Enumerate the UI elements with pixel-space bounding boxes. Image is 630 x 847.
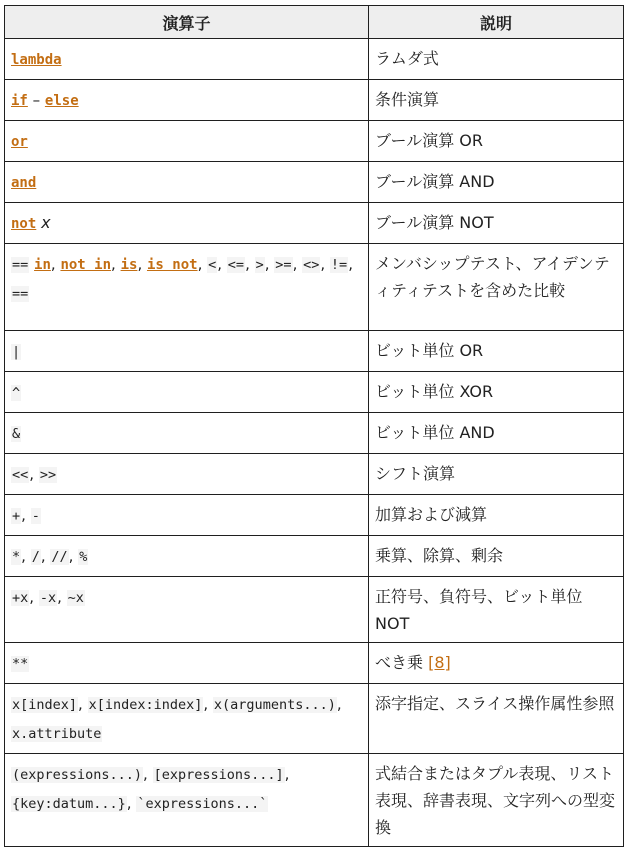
separator: , [203,695,213,713]
operator-cell [5,331,369,372]
operator-code: -x [39,590,57,606]
keyword-link[interactable]: or [11,134,28,150]
description-text: ラムダ式 [375,49,439,68]
operator-code: (expressions...) [12,767,143,783]
separator: , [78,695,88,713]
operator-cell [5,754,369,847]
operator-cell [5,372,369,413]
keyword-link[interactable]: not in [60,257,112,273]
operator-cell [5,121,369,162]
separator: , [217,255,227,273]
separator: , [21,547,31,565]
separator: , [50,255,61,273]
table-row [5,536,624,577]
operator-cell [5,536,369,577]
table-row [5,244,624,331]
table-row [5,372,624,413]
table-row [5,39,624,80]
keyword-link[interactable]: lambda [11,52,62,68]
header-operator: 演算子 [5,6,369,39]
operator-code: | [12,344,21,360]
table-row [5,80,624,121]
operator-precedence-table [4,5,624,847]
separator: , [29,465,39,483]
description-cell [369,413,624,454]
operator-cell [5,80,369,121]
separator: , [40,547,51,565]
operator-code: // [51,549,68,565]
operator-code: + [12,508,21,524]
operator-code: < [208,257,217,273]
table-row [5,643,624,684]
description-cell [369,372,624,413]
table-row [5,121,624,162]
footnote-link[interactable]: [8] [428,653,451,672]
separator: , [348,255,353,273]
separator: – [27,91,45,109]
separator: , [57,588,67,606]
description-cell [369,331,624,372]
description-cell [369,643,624,684]
operator-code: <> [303,257,320,273]
description-text: 加算および減算 [375,505,488,524]
description-text: ブール演算 OR [375,131,483,150]
operator-code: ^ [12,385,21,401]
description-cell [369,80,624,121]
separator: , [143,765,153,783]
separator: , [111,255,121,273]
keyword-link[interactable]: is [120,257,138,273]
separator: , [197,255,208,273]
description-text: 正符号、負符号、ビット単位 NOT [375,587,583,633]
header-row [5,6,624,39]
description-text: 乗算、除算、剰余 [375,546,504,565]
separator: , [245,255,255,273]
description-cell [369,121,624,162]
description-text: ブール演算 AND [375,172,495,191]
description-text: ビット単位 AND [375,423,495,442]
separator: , [68,547,79,565]
keyword-link[interactable]: in [34,257,51,273]
separator: , [320,255,330,273]
separator: , [264,255,275,273]
table-row [5,331,624,372]
description-cell [369,536,624,577]
keyword-link[interactable]: not [11,216,37,232]
description-cell [369,754,624,847]
keyword-link[interactable]: is not [146,257,198,273]
table-row [5,577,624,643]
keyword-link[interactable]: else [44,93,79,109]
operator-cell [5,39,369,80]
description-text: 条件演算 [375,90,440,109]
operator-code: <= [227,257,245,273]
separator: , [284,765,290,783]
description-text: シフト演算 [375,464,456,483]
operator-code: `expressions...` [137,796,268,812]
table-row [5,203,624,244]
operator-code: % [79,549,88,565]
operator-cell [5,684,369,754]
table-row [5,413,624,454]
operator-code: ~x [67,590,84,606]
description-cell [369,203,624,244]
separator: , [292,255,303,273]
header-description: 説明 [369,6,624,39]
operator-cell [5,577,369,643]
operator-code: > [255,257,264,273]
operator-cell [5,203,369,244]
description-cell [369,244,624,331]
operator-code: x[index:index] [88,697,203,713]
operator-code: * [12,549,21,565]
operator-code: << [12,467,29,483]
description-text: ビット単位 OR [375,341,484,360]
separator: , [29,588,39,606]
operator-code: >= [275,257,292,273]
description-text: 式結合またはタプル表現、リスト表現、辞書表現、文字列への型変換 [375,764,616,837]
operator-cell [5,162,369,203]
separator: , [137,255,147,273]
operator-code: != [330,257,348,273]
operator-code: - [31,508,40,524]
description-text: ビット単位 XOR [375,382,494,401]
operator-code: x[index] [12,697,78,713]
description-cell [369,577,624,643]
table-row [5,754,624,847]
separator: , [336,695,342,713]
operator-code: / [31,549,40,565]
operator-cell [5,244,369,331]
description-cell [369,454,624,495]
operator-code: ** [12,656,29,672]
operator-code: x.attribute [12,726,102,742]
description-text: 添字指定、スライス操作属性参照 [375,694,615,713]
operator-code: +x [12,590,29,606]
operator-code: == [12,257,29,273]
keyword-link[interactable]: if [11,93,28,109]
operator-code: {key:datum...} [12,796,126,812]
description-cell [369,39,624,80]
description-cell [369,684,624,754]
separator: , [126,794,137,812]
operator-cell [5,643,369,684]
table-row [5,495,624,536]
description-text: ブール演算 NOT [375,213,494,232]
operator-code: [expressions...] [153,767,284,783]
description-cell [369,495,624,536]
operator-cell [5,413,369,454]
separator: , [21,506,31,524]
operator-cell [5,495,369,536]
operator-cell [5,454,369,495]
description-text: べき乗 [375,653,429,672]
description-text: メンバシップテスト、アイデンティティテストを含めた比較 [375,254,610,300]
table-row [5,162,624,203]
keyword-link[interactable]: and [11,175,37,191]
operator-code: >> [39,467,57,483]
operator-code: & [12,426,21,442]
table-body [5,39,624,847]
table-row [5,684,624,754]
description-cell [369,162,624,203]
variable-name: x [41,213,51,232]
operator-code: == [12,286,29,302]
operator-code: x(arguments...) [213,697,336,713]
table-row [5,454,624,495]
